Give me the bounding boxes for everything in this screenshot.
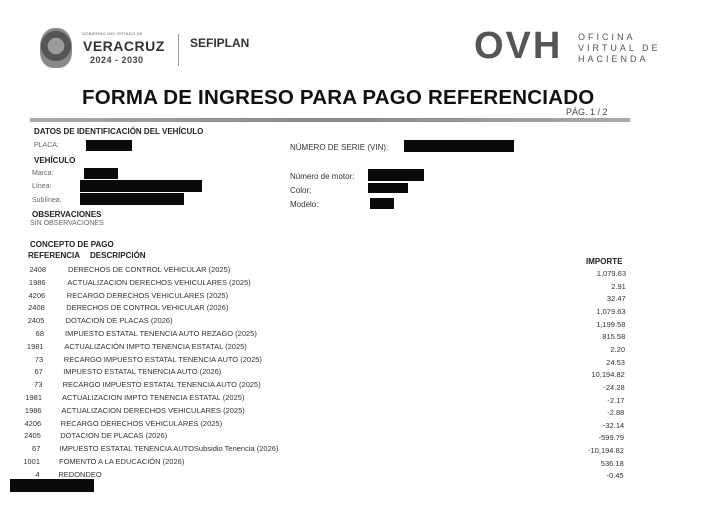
row-amount: -0.45 [606, 471, 624, 481]
row-reference: 2405 [24, 431, 41, 441]
row-description: DOTACION DE PLACAS (2026) [60, 431, 168, 441]
row-amount: 1,199.58 [596, 319, 626, 329]
title-band [30, 118, 630, 122]
observations-section-title: OBSERVACIONES [32, 210, 102, 219]
color-label: Color: [290, 186, 312, 195]
ovh-line-1: OFICINA [578, 32, 636, 42]
model-redaction [370, 198, 394, 209]
row-description: RECARGO DERECHOS VEHICULARES (2025) [60, 418, 223, 428]
row-description: DERECHOS DE CONTROL VEHICULAR (2026) [66, 303, 229, 313]
document-title: FORMA DE INGRESO PARA PAGO REFERENCIADO [82, 86, 595, 109]
row-description: IMPUESTO ESTATAL TENENCIA AUTO (2026) [63, 367, 222, 377]
row-amount: 32.47 [606, 294, 626, 304]
row-amount: -2.88 [607, 408, 625, 418]
department-name: SEFIPLAN [190, 36, 250, 50]
ovh-line-2: VIRTUAL DE [578, 43, 661, 53]
row-description: IMPUESTO ESTATAL TENENCIA AUTOSubsidio Tenencia (2026) [59, 444, 279, 454]
row-description: ACTUALIZACION IMPTO TENENCIA ESTATAL (2025) [62, 393, 245, 402]
line-redaction [80, 180, 202, 192]
row-reference: 67 [34, 367, 43, 377]
state-government-caption: GOBIERNO DEL ESTADO DE [82, 31, 143, 36]
row-amount: 24.53 [606, 357, 625, 367]
row-reference: 73 [34, 354, 44, 364]
header-divider [178, 34, 179, 66]
vehicle-data-section-title: DATOS DE IDENTIFICACIÓN DEL VEHÍCULO [34, 127, 204, 136]
row-reference: 73 [34, 380, 43, 390]
brand-label: Marca: [32, 170, 54, 177]
row-amount: -599.79 [598, 433, 625, 443]
engine-number-redaction [368, 169, 424, 181]
subline-label: Sublínea: [32, 197, 62, 204]
state-years: 2024 - 2030 [90, 55, 144, 65]
row-amount: 1,079.63 [596, 306, 626, 316]
row-description: DOTACION DE PLACAS (2026) [65, 316, 173, 326]
subline-redaction [80, 193, 184, 205]
payment-section-title: CONCEPTO DE PAGO [30, 240, 114, 249]
row-amount: 1,079.63 [596, 269, 626, 278]
plate-label: PLACA: [34, 142, 59, 149]
plate-redaction [86, 140, 132, 151]
row-description: ACTUALIZACIÓN IMPTO TENENCIA ESTATAL (2025) [64, 341, 247, 351]
row-description: RECARGO DERECHOS VEHICULARES (2025) [66, 290, 229, 300]
description-column-header: DESCRIPCIÓN [90, 251, 146, 260]
amount-column-header: IMPORTE [586, 257, 623, 266]
brand-redaction [84, 168, 118, 179]
row-reference: 4 [35, 469, 40, 479]
row-description: ACTUALIZACION DERECHOS VEHICULARES (2025) [61, 405, 245, 415]
row-reference: 1981 [26, 341, 44, 351]
row-amount: -32.14 [602, 420, 625, 430]
state-name: VERACRUZ [83, 38, 165, 54]
row-reference: 4206 [24, 418, 42, 428]
row-description: RECARGO IMPUESTO ESTATAL TENENCIA AUTO (2025) [63, 354, 262, 364]
row-amount: -24.28 [603, 382, 625, 392]
row-amount: 815.58 [602, 332, 626, 342]
row-reference: 2408 [28, 303, 45, 313]
coat-of-arms-icon [40, 28, 72, 68]
row-reference: 2405 [27, 316, 45, 326]
row-reference: 2408 [29, 265, 46, 274]
row-amount: 2.91 [611, 281, 626, 291]
row-description: IMPUESTO ESTATAL TENENCIA AUTO REZAGO (2025) [65, 329, 257, 338]
row-amount: 536.18 [600, 458, 624, 468]
row-reference: 1001 [23, 457, 40, 466]
row-description: REDONDEO [58, 469, 102, 479]
row-amount: -10,194.82 [588, 446, 624, 456]
row-amount: 10,194.82 [591, 370, 625, 380]
line-label: Línea: [32, 183, 52, 190]
row-reference: 67 [32, 444, 41, 454]
row-amount: -2.17 [607, 395, 625, 405]
footer-redaction [10, 479, 94, 492]
ovh-line-3: HACIENDA [578, 54, 649, 64]
color-redaction [368, 183, 408, 193]
engine-number-label: Número de motor: [290, 172, 355, 181]
row-description: ACTUALIZACION DERECHOS VEHICULARES (2025) [67, 277, 251, 287]
vehicle-section-title: VEHÍCULO [34, 156, 76, 165]
ovh-logo: OVH [474, 25, 563, 67]
row-description: DERECHOS DE CONTROL VEHICULAR (2025) [68, 265, 231, 274]
row-description: RECARGO IMPUESTO ESTATAL TENENCIA AUTO (2025) [62, 380, 261, 390]
row-reference: 1986 [28, 277, 46, 287]
model-label: Modelo: [290, 200, 319, 209]
row-reference: 1981 [25, 393, 42, 402]
row-reference: 1986 [24, 405, 42, 415]
observations-text: SIN OBSERVACIONES [30, 220, 104, 227]
page-number: PÁG. 1 / 2 [566, 107, 608, 117]
reference-column-header: REFERENCIA [28, 251, 81, 260]
vin-redaction [404, 140, 514, 152]
row-reference: 4206 [28, 290, 46, 300]
row-reference: 68 [35, 329, 44, 338]
row-amount: 2.20 [610, 344, 626, 354]
vin-label: NÚMERO DE SERIE (VIN): [290, 143, 389, 152]
row-description: FOMENTO A LA EDUCACIÓN (2026) [59, 457, 185, 466]
